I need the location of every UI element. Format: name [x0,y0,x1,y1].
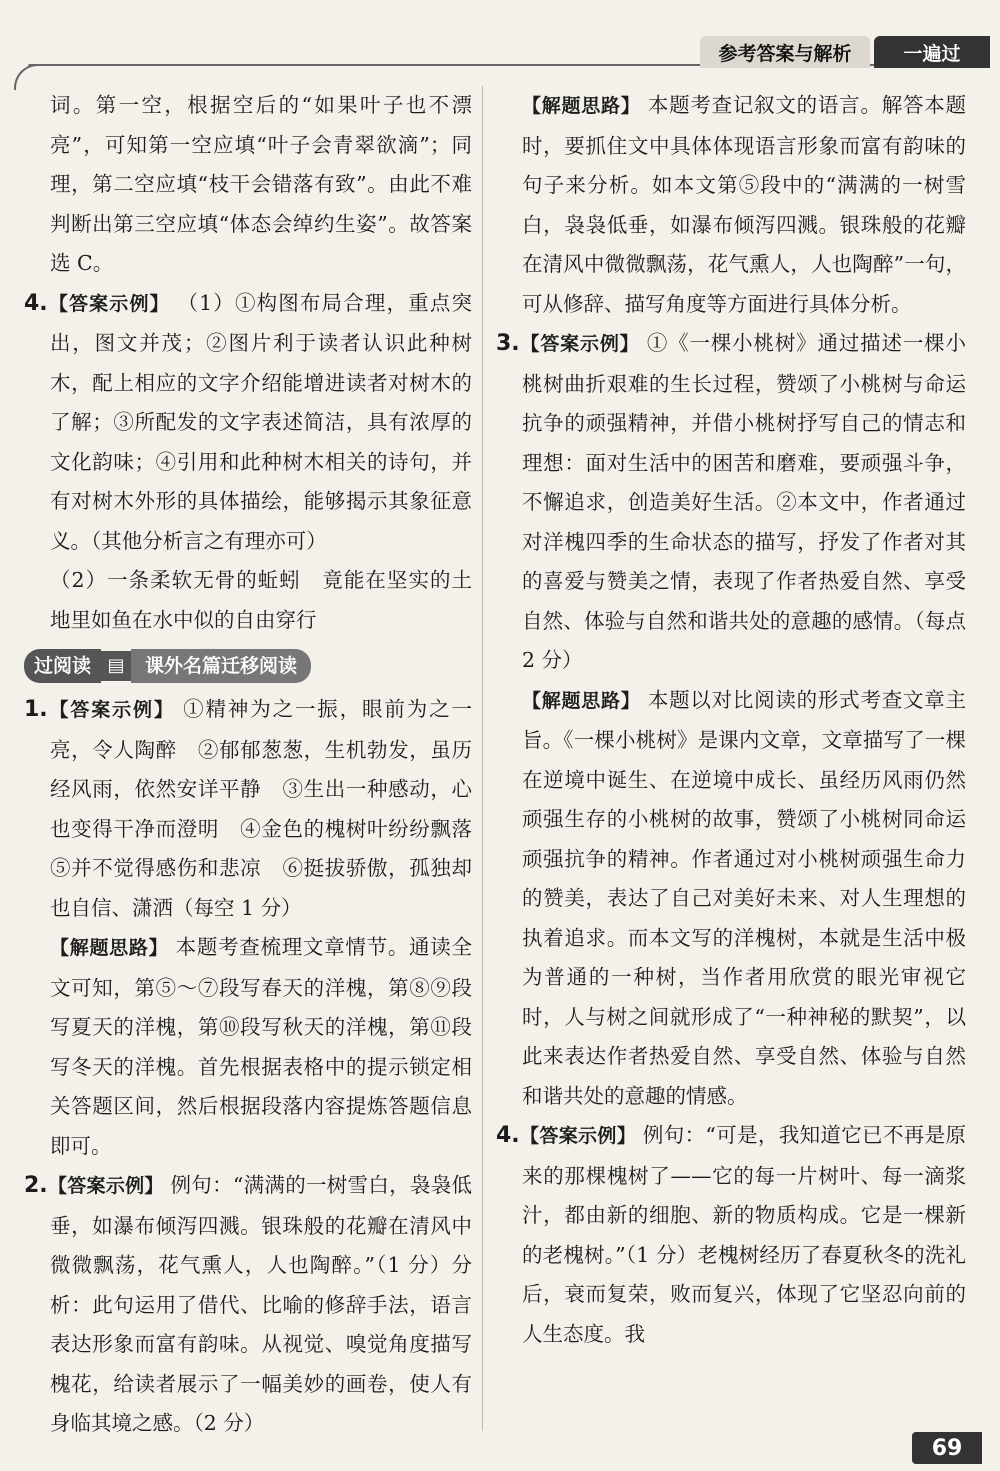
answer-item-2 [24,1166,472,1444]
continued-paragraph: 词。第一空，根据空后的“如果叶子也不漂亮”，可知第一空应填“叶子会青翠欲滴”；同理，第二空应填“枝干会错落有致”。由此不难判断出第三空应填“体态会绰约生姿”。故答案选 C。 [50,93,472,275]
page-header [0,0,1000,72]
column-divider [482,86,483,1431]
item-number: 1. [24,697,48,722]
answer-tag: 【答案示例】 [519,1125,637,1147]
answer-item-4-right [496,1116,966,1354]
solution-thinking-2 [496,86,966,324]
section-banner [24,648,472,684]
answer-text: 例句：“可是，我知道它已不再是原来的那棵槐树了——它的每一片树叶、每一滴浆汁，都由新的细胞、新的物质构成。它是一棵新的老槐树。”（1 分）老槐树经历了春夏秋冬的洗礼后，衰而复荣，败而复兴，体现了它坚忍向前的人生态度。我 [522,1123,966,1346]
answer-tag: 【答案示例】 [47,1175,164,1197]
section-subtitle: 课外名篇迁移阅读 [131,649,311,683]
answer-text: 例句：“满满的一树雪白，袅袅低垂，如瀑布倾泻四溅。银珠般的花瓣在清风中微微飘荡，花气熏人，人也陶醉。”（1 分）分析：此句运用了借代、比喻的修辞手法，语言表达形象而富有韵味。从视觉、嗅觉角度描写槐花，给读者展示了一幅美妙的画卷，使人有身临其境之感。（2 分） [50,1173,472,1435]
solution-thinking-1 [24,928,472,1166]
thinking-tag: 【解题思路】 [50,937,169,959]
answer-text: ①《一棵小桃树》通过描述一棵小桃树曲折艰难的生长过程，赞颂了小桃树与命运抗争的顽强精神，并借小桃树抒写自己的情志和理想：面对生活中的困苦和磨难，要顽强斗争，不懈追求，创造美好生活。②本文中，作者通过对洋槐四季的生命状态的描写，抒发了作者对其的喜爱与赞美之情，表现了作者热爱自然、享受自然、体验与自然和谐共处的意趣的感情。（每点 2 分） [522,331,966,672]
item-number: 2. [24,1173,48,1198]
right-column [496,86,966,1354]
answer-tag: 【答案示例】 [47,699,175,721]
answer-tag: 【答案示例】 [47,292,170,315]
answer-text: （1）①构图布局合理，重点突出，图文并茂；②图片利于读者认识此种树木，配上相应的文字介绍能增进读者对树木的了解；③所配发的文字表述简洁，具有浓厚的文化韵味；④引用和此种树木相关的诗句，并有对树木外形的具体描绘，能够揭示其象征意义。（其他分析言之有理亦可） [50,290,472,553]
left-column [24,86,493,1444]
thinking-text: 本题考查记叙文的语言。解答本题时，要抓住文中具体体现语言形象而富有韵味的句子来分析。如本文第⑤段中的“满满的一树雪白，袅袅低垂，如瀑布倾泻四溅。银珠般的花瓣在清风中微微飘荡，花气熏人，人也陶醉”一句，可从修辞、描写角度等方面进行具体分析。 [522,93,966,316]
thinking-tag: 【解题思路】 [522,689,641,712]
thinking-text: 本题考查梳理文章情节。通读全文可知，第⑤～⑦段写春天的洋槐，第⑧⑨段写夏天的洋槐，第⑩段写秋天的洋槐，第⑪段写冬天的洋槐。首先根据表格中的提示锁定相关答题区间，然后根据段落内容提炼答题信息即可。 [50,935,472,1158]
answer-tag: 【答案示例】 [519,333,640,355]
thinking-tag: 【解题思路】 [522,95,641,117]
answer-text: ①精神为之一振，眼前为之一亮，令人陶醉 ②郁郁葱葱，生机勃发，虽历经风雨，依然安详平静 ③生出一种感动，心也变得干净而澄明 ④金色的槐树叶纷纷飘落 ⑤并不觉得感伤和悲凉 ⑥挺拔骄傲，孤独却也自信、潇洒（每空 1 分） [50,697,493,920]
answer-item-1 [24,690,493,928]
thinking-text: 本题以对比阅读的形式考查文章主旨。《一棵小桃树》是课内文章，文章描写了一棵在逆境中诞生、在逆境中成长、虽经历风雨仍然顽强生存的小桃树的故事，赞颂了小桃树同命运顽强抗争的精神。作者通过对小桃树顽强生命力的赞美，表达了自己对美好未来、对人生理想的执着追求。而本文写的洋槐树，本就是生活中极为普通的一种树，当作者用欣赏的眼光审视它时，人与树之间就形成了“一种神秘的默契”，以此来表达作者热爱自然、享受自然、体验与自然和谐共处的意趣的情感。 [522,687,966,1108]
header-title: 参考答案与解析 [700,36,870,68]
item-number: 3. [496,331,520,356]
book-icon: ▤ [101,651,131,681]
answer-item-4 [24,284,472,562]
section-label: 过阅读 [24,649,101,683]
page-number: 69 [912,1432,982,1464]
item-number: 4. [496,1123,520,1148]
header-brand: 一遍过 [874,36,990,68]
solution-thinking-3 [496,681,966,1117]
answer-item-4-part2: （2）一条柔软无骨的蚯蚓 竟能在坚实的土地里如鱼在水中似的自由穿行 [50,568,472,632]
answer-item-3 [496,324,966,681]
item-number: 4. [24,290,48,316]
